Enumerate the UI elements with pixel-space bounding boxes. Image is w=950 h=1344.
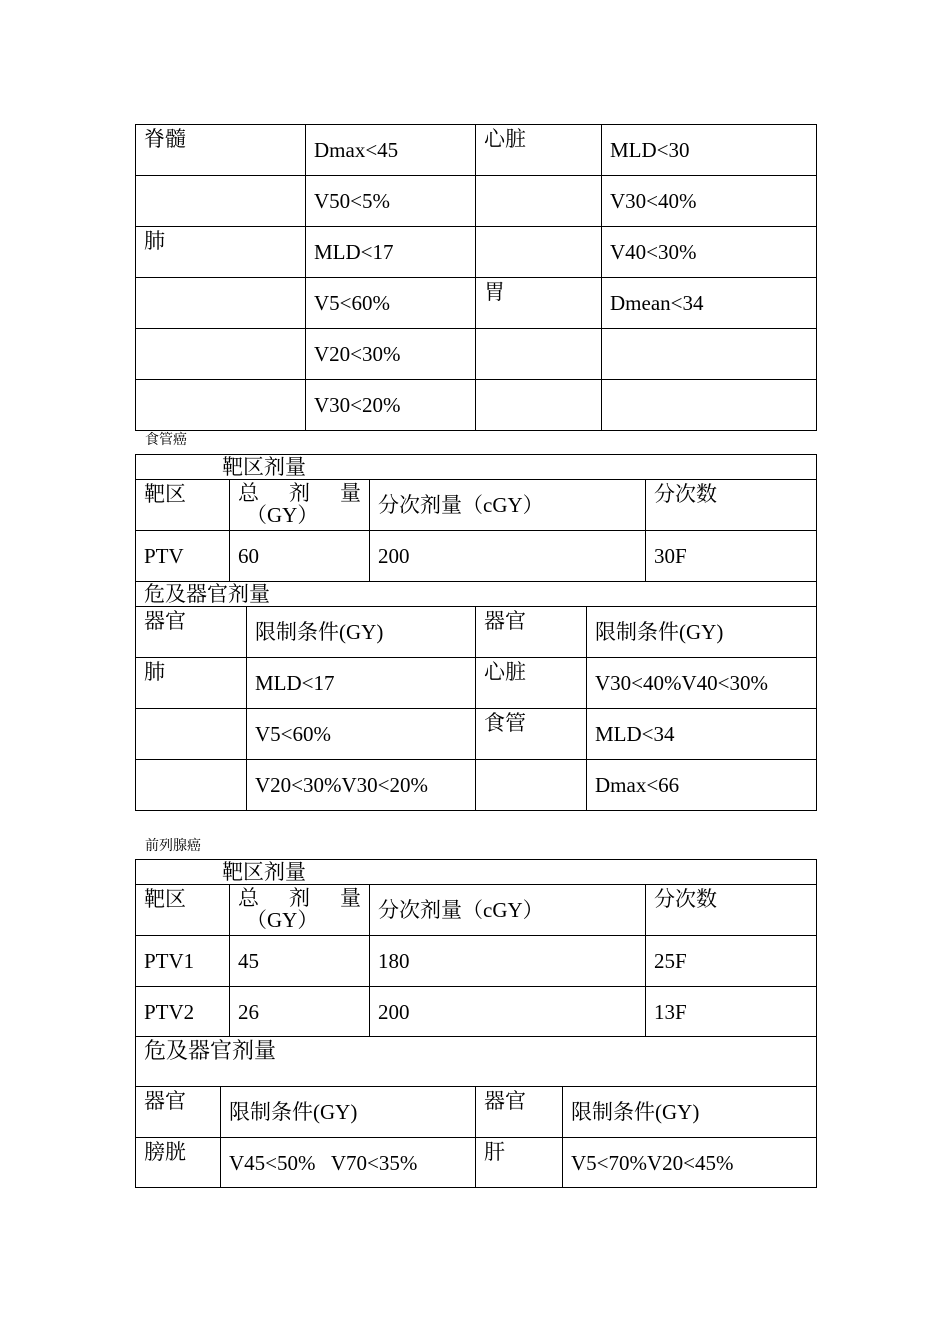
table-header-row bbox=[136, 480, 817, 531]
table-cell: 200 bbox=[370, 987, 646, 1037]
table-cell: 45 bbox=[230, 936, 370, 987]
constraint-cell: V20<30% bbox=[306, 329, 476, 380]
constraint-cell: MLD<17 bbox=[306, 227, 476, 278]
table-row bbox=[136, 278, 817, 329]
column-header: 分次剂量（cGY） bbox=[370, 885, 646, 936]
section-caption: 前列腺癌 bbox=[145, 839, 201, 854]
table-row bbox=[136, 1138, 817, 1188]
constraint-cell: V30<20% bbox=[306, 380, 476, 431]
organ-cell: 食管 bbox=[476, 709, 587, 760]
constraint-cell: Dmax<45 bbox=[306, 125, 476, 176]
organ-cell bbox=[136, 380, 306, 431]
organ-cell: 脊髓 bbox=[136, 125, 306, 176]
table-row bbox=[136, 760, 817, 811]
section-title: 危及器官剂量 bbox=[136, 582, 817, 607]
column-header: 器官 bbox=[136, 607, 247, 658]
column-header: 器官 bbox=[476, 1087, 563, 1138]
table-header-row bbox=[136, 1087, 817, 1138]
table-row bbox=[136, 176, 817, 227]
column-header-total-dose: 总 剂 量 （GY） bbox=[230, 885, 370, 936]
table-cell: PTV bbox=[136, 531, 230, 582]
column-header: 分次数 bbox=[646, 480, 817, 531]
table-row bbox=[136, 658, 817, 709]
table-row bbox=[136, 227, 817, 278]
table-cell: 200 bbox=[370, 531, 646, 582]
organ-cell bbox=[476, 329, 602, 380]
organ-cell: 肝 bbox=[476, 1138, 563, 1188]
constraint-cell: V40<30% bbox=[602, 227, 817, 278]
table-cell: 60 bbox=[230, 531, 370, 582]
table-row bbox=[136, 987, 817, 1037]
organ-cell bbox=[136, 176, 306, 227]
table-cell: 13F bbox=[646, 987, 817, 1037]
column-header: 限制条件(GY) bbox=[247, 607, 476, 658]
esophageal-oar-table bbox=[135, 606, 817, 811]
column-header: 靶区 bbox=[136, 885, 230, 936]
constraint-cell: Dmax<66 bbox=[587, 760, 817, 811]
organ-cell: 肺 bbox=[136, 227, 306, 278]
organ-cell: 胃 bbox=[476, 278, 602, 329]
section-caption: 食管癌 bbox=[145, 433, 187, 448]
constraint-cell: V30<40% bbox=[602, 176, 817, 227]
column-header: 靶区 bbox=[136, 480, 230, 531]
organ-cell: 膀胱 bbox=[136, 1138, 221, 1188]
column-header: 分次数 bbox=[646, 885, 817, 936]
organ-cell: 心脏 bbox=[476, 125, 602, 176]
constraint-cell bbox=[602, 329, 817, 380]
esophageal-target-dose-table bbox=[135, 454, 817, 607]
table-row bbox=[136, 531, 817, 582]
organ-cell bbox=[476, 227, 602, 278]
constraint-cell: V5<60% bbox=[306, 278, 476, 329]
table-cell: PTV1 bbox=[136, 936, 230, 987]
table-header-row bbox=[136, 607, 817, 658]
prostate-target-dose-table bbox=[135, 859, 817, 1087]
section-title: 靶区剂量 bbox=[136, 860, 817, 885]
organ-cell bbox=[136, 329, 306, 380]
table-header-row bbox=[136, 885, 817, 936]
section-title: 危及器官剂量 bbox=[136, 1037, 817, 1087]
organ-cell bbox=[136, 278, 306, 329]
constraint-cell bbox=[602, 380, 817, 431]
table-row bbox=[136, 329, 817, 380]
column-header: 限制条件(GY) bbox=[587, 607, 817, 658]
constraint-cell: Dmean<34 bbox=[602, 278, 817, 329]
organ-cell bbox=[476, 380, 602, 431]
organ-cell: 肺 bbox=[136, 658, 247, 709]
column-header: 器官 bbox=[136, 1087, 221, 1138]
section-title: 靶区剂量 bbox=[136, 455, 817, 480]
organ-cell: 心脏 bbox=[476, 658, 587, 709]
table-cell: PTV2 bbox=[136, 987, 230, 1037]
constraint-cell: V30<40%V40<30% bbox=[587, 658, 817, 709]
constraint-cell: MLD<34 bbox=[587, 709, 817, 760]
table-row bbox=[136, 936, 817, 987]
constraint-cell: MLD<30 bbox=[602, 125, 817, 176]
table-row bbox=[136, 380, 817, 431]
column-header: 限制条件(GY) bbox=[563, 1087, 817, 1138]
column-header-total-dose: 总 剂 量 （GY） bbox=[230, 480, 370, 531]
constraint-cell: V5<70%V20<45% bbox=[563, 1138, 817, 1188]
constraint-cell: V20<30%V30<20% bbox=[247, 760, 476, 811]
table-row bbox=[136, 125, 817, 176]
organ-cell bbox=[136, 709, 247, 760]
prostate-oar-table bbox=[135, 1086, 817, 1188]
constraint-cell: V5<60% bbox=[247, 709, 476, 760]
table-row bbox=[136, 709, 817, 760]
column-header: 器官 bbox=[476, 607, 587, 658]
constraint-cell: V45<50% V70<35% bbox=[221, 1138, 476, 1188]
organ-constraints-table bbox=[135, 124, 817, 431]
constraint-cell: MLD<17 bbox=[247, 658, 476, 709]
organ-cell bbox=[136, 760, 247, 811]
table-cell: 180 bbox=[370, 936, 646, 987]
constraint-cell: V50<5% bbox=[306, 176, 476, 227]
column-header: 限制条件(GY) bbox=[221, 1087, 476, 1138]
organ-cell bbox=[476, 176, 602, 227]
column-header: 分次剂量（cGY） bbox=[370, 480, 646, 531]
table-cell: 25F bbox=[646, 936, 817, 987]
organ-cell bbox=[476, 760, 587, 811]
table-cell: 30F bbox=[646, 531, 817, 582]
table-cell: 26 bbox=[230, 987, 370, 1037]
